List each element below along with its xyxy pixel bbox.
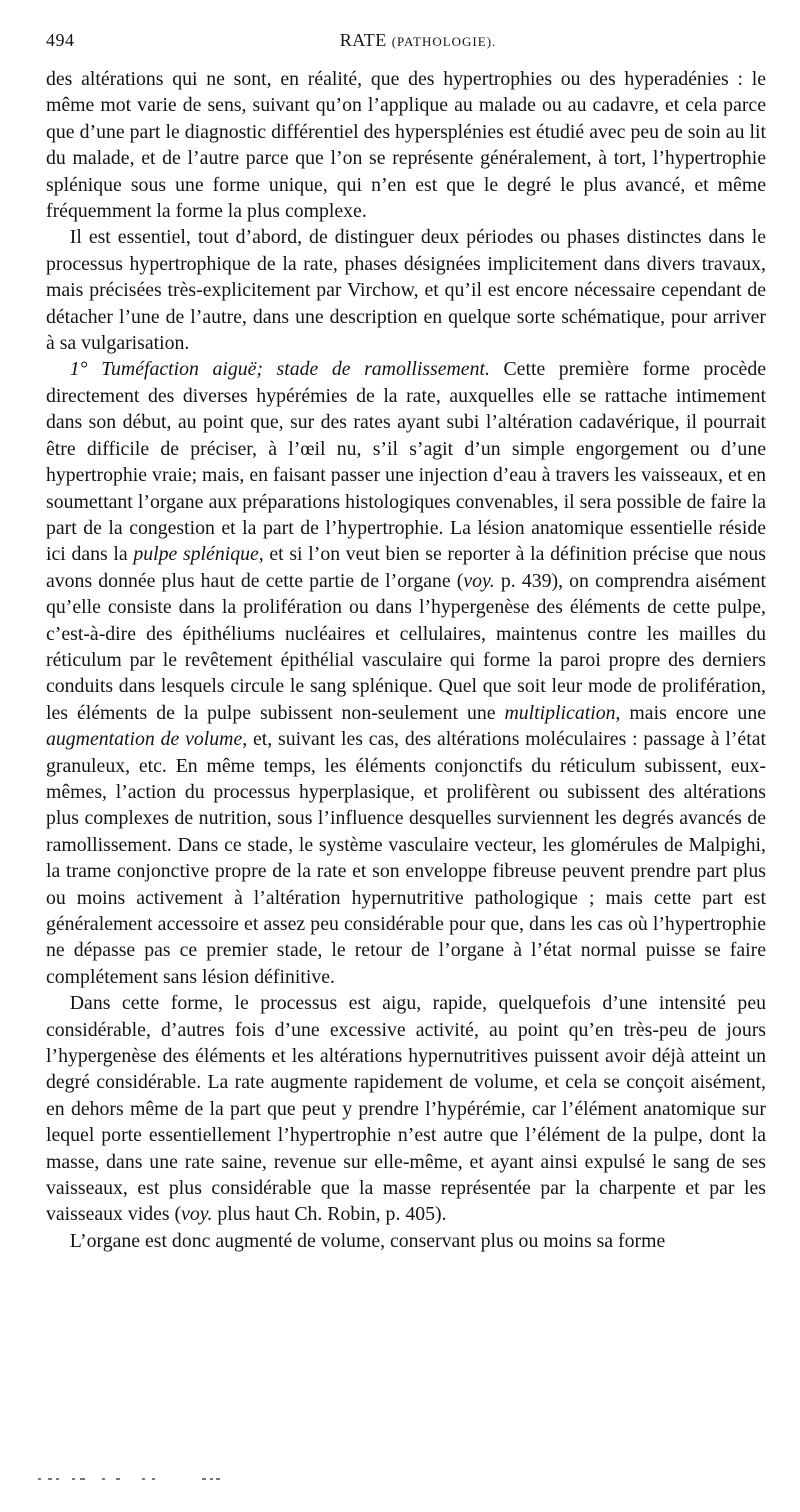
running-head-title: RATE	[339, 30, 387, 50]
running-head-subtitle: (PATHOLOGIE).	[391, 34, 497, 49]
paragraph-3-text-3: p. 439), on comprendra aisément qu’elle consiste dans la prolifération ou dans l’hypergenèse des éléments de cette pulpe, c’est-à-dire des épithéliums nucléaires et cellulaires, maintenus contre les mailles du réticulum par le revêtement épithélial vasculaire qui forme la paroi propre des derniers conduits dans lesquels circule le sang splénique. Quel que soit leur mode de prolifération, les éléments de la pulpe subissent non-seulement une	[46, 569, 766, 724]
paragraph-3-text-5: , et, suivant les cas, des altérations moléculaires : passage à l’état granuleux, etc. En même temps, les éléments conjonctifs du réticulum subissent, eux-mêmes, l’action du processus hyperplasique, et prolifèrent ou subissent des altérations plus complexes de nutrition, sous l’influence desquelles surviennent les degrés avancés de ramollissement. Dans ce stade, le système vasculaire vecteur, les glomérules de Malpighi, la trame conjonctive propre de la rate et son enveloppe fibreuse peuvent prendre part plus ou moins activement à l’altération hypernutritive pathologique ; mais cette part est généralement accessoire et assez peu considérable pour que, dans les cas où l’hypertrophie ne dépasse pas ce premier stade, le retour de l’organe à l’état normal puisse se faire complétement sans lésion définitive.	[46, 728, 766, 988]
paragraph-3-emphasis-4: augmentation de volume	[46, 728, 243, 751]
paragraph-3-emphasis-3: multiplication	[504, 701, 616, 724]
footer-printing-marks	[38, 1476, 238, 1482]
page-number: 494	[46, 30, 75, 50]
paragraph-5: L’organe est donc augmenté de volume, conservant plus ou moins sa forme	[69, 1229, 666, 1252]
paragraph-3-text-1: Cette première forme procède directement des diverses hypérémies de la rate, auxquelles elle se rattache intimement dans son début, au point que, sur des rates ayant subi l’altération cadavérique, il pourrait être difficile de préciser, à l’œil nu, s’il s’agit d’un simple engorgement ou d’une hypertrophie vraie; mais, en faisant passer une injection d’eau à travers les vaisseaux, et en soumettant l’organe aux préparations histologiques convenables, il sera possible de faire la part de la congestion et la part de l’hypertrophie. La lésion anatomique essentielle réside ici dans la	[46, 358, 766, 566]
paragraph-3-emphasis-1: pulpe splénique	[133, 543, 259, 566]
body-text	[46, 66, 766, 1254]
paragraph-1: des altérations qui ne sont, en réalité, que des hypertrophies ou des hyperadénies : le même mot varie de sens, suivant qu’on l’applique au malade ou au cadavre, et cela parce que d’une part le diagnostic différentiel des hypersplénies est étudié avec peu de soin au lit du malade, et de l’autre parce que l’on se représente généralement, à tort, l’hypertrophie splénique sous une forme unique, qui n’en est que le degré le plus avancé, et même fréquemment la forme la plus complexe.	[46, 68, 766, 223]
document-page	[46, 30, 766, 1254]
paragraph-3-text-2: , et si l’on veut bien se reporter à la définition précise que nous avons donnée plus haut de cette partie de l’organe (	[46, 543, 766, 592]
section-heading-tumefaction: 1° Tuméfaction aiguë; stade de ramollissement.	[69, 358, 490, 381]
paragraph-2: Il est essentiel, tout d’abord, de distinguer deux périodes ou phases distinctes dans le processus hypertrophique de la rate, phases désignées implicitement dans divers travaux, mais précisées très-explicitement par Virchow, et qu’il est encore nécessaire cependant de détacher l’une de l’autre, dans une description en quelque sorte schématique, pour arriver à sa vulgarisation.	[46, 226, 766, 355]
paragraph-3	[46, 356, 766, 990]
paragraph-4-text-2: plus haut Ch. Robin, p. 405).	[212, 1203, 447, 1226]
paragraph-3-emphasis-2: voy.	[463, 569, 495, 592]
running-head	[46, 30, 766, 51]
paragraph-4	[46, 990, 766, 1228]
paragraph-3-text-4: , mais encore une	[615, 701, 766, 724]
page-header	[46, 30, 766, 56]
paragraph-4-text-1: Dans cette forme, le processus est aigu, rapide, quelquefois d’une intensité peu considérable, d’autres fois d’une excessive activité, au point qu’en très-peu de jours l’hypergenèse des éléments et les altérations hypernutritives puissent avoir déjà atteint un degré considérable. La rate augmente rapidement de volume, et cela se conçoit aisément, en dehors même de la part que peut y prendre l’hypérémie, car l’élément anatomique sur lequel porte essentiellement l’hypertrophie n’est autre que l’élément de la pulpe, dont la masse, dans une rate saine, revenue sur elle-même, et ayant ainsi expulsé le sang de ses vaisseaux, est plus considérable que la masse représentée par la charpente et par les vaisseaux vides (	[46, 992, 766, 1226]
paragraph-4-emphasis-1: voy.	[181, 1203, 213, 1226]
